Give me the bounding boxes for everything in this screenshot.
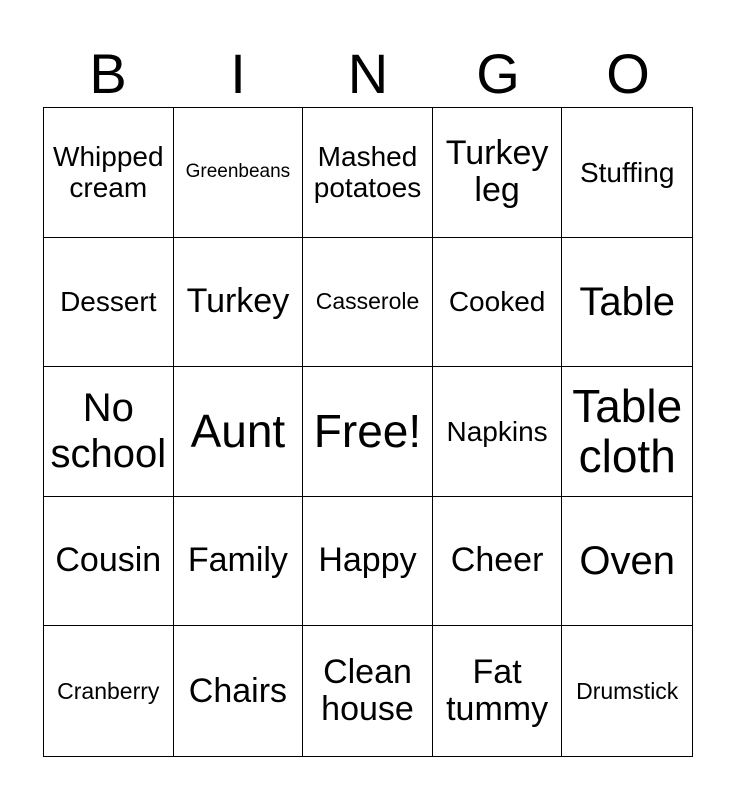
bingo-cell-1-3	[303, 108, 433, 238]
bingo-cell-2-5	[562, 238, 692, 368]
bingo-cell-3-5	[562, 367, 692, 497]
cell-label: Free!	[313, 405, 422, 458]
bingo-cell-2-2	[174, 238, 304, 368]
cell-label: Happy	[318, 541, 417, 580]
header-letter-o: O	[606, 42, 650, 105]
cell-label: Dessert	[60, 286, 157, 318]
bingo-cell-1-5	[562, 108, 692, 238]
bingo-cell-3-3	[303, 367, 433, 497]
bingo-cell-1-4	[433, 108, 563, 238]
cell-label: Stuffing	[579, 156, 675, 188]
bingo-cell-4-5	[562, 497, 692, 627]
cell-label: Cheer	[450, 541, 544, 580]
cell-label: Family	[187, 541, 288, 580]
cell-label: Cranberry	[57, 677, 160, 704]
bingo-cell-3-2	[174, 367, 304, 497]
bingo-header	[43, 40, 693, 108]
cell-label: Whipped cream	[53, 140, 164, 204]
bingo-cell-5-1	[44, 626, 174, 756]
bingo-cell-2-1	[44, 238, 174, 368]
cell-label: Table cloth	[572, 379, 683, 483]
bingo-cell-1-1	[44, 108, 174, 238]
header-letter-i: I	[230, 42, 246, 105]
cell-label: Chairs	[188, 671, 288, 710]
cell-label: Drumstick	[576, 677, 679, 704]
bingo-cell-5-2	[174, 626, 304, 756]
bingo-cell-4-1	[44, 497, 174, 627]
bingo-cell-3-1	[44, 367, 174, 497]
cell-label: Oven	[579, 539, 675, 584]
bingo-cell-1-2	[174, 108, 304, 238]
cell-label: No school	[50, 386, 167, 477]
header-letter-n: N	[347, 42, 389, 105]
cell-label: Napkins	[446, 415, 548, 447]
bingo-cell-5-5	[562, 626, 692, 756]
cell-label: Cooked	[448, 286, 546, 318]
cell-label: Turkey	[186, 282, 290, 321]
cell-label: Turkey leg	[445, 133, 549, 210]
cell-label: Table	[579, 279, 675, 324]
cell-label: Fat tummy	[446, 652, 549, 729]
bingo-cell-4-2	[174, 497, 304, 627]
bingo-cell-5-4	[433, 626, 563, 756]
bingo-cell-4-4	[433, 497, 563, 627]
bingo-cell-2-4	[433, 238, 563, 368]
bingo-cell-2-3	[303, 238, 433, 368]
header-letter-g: G	[476, 42, 520, 105]
bingo-board	[43, 107, 693, 757]
cell-label: Greenbeans	[185, 160, 291, 182]
cell-label: Clean house	[321, 652, 414, 729]
bingo-cell-3-4	[433, 367, 563, 497]
bingo-cell-4-3	[303, 497, 433, 627]
header-letter-b: B	[89, 42, 127, 105]
cell-label: Aunt	[190, 405, 286, 458]
cell-label: Mashed potatoes	[313, 140, 422, 204]
cell-label: Cousin	[55, 541, 162, 580]
bingo-cell-5-3	[303, 626, 433, 756]
cell-label: Casserole	[315, 288, 420, 315]
